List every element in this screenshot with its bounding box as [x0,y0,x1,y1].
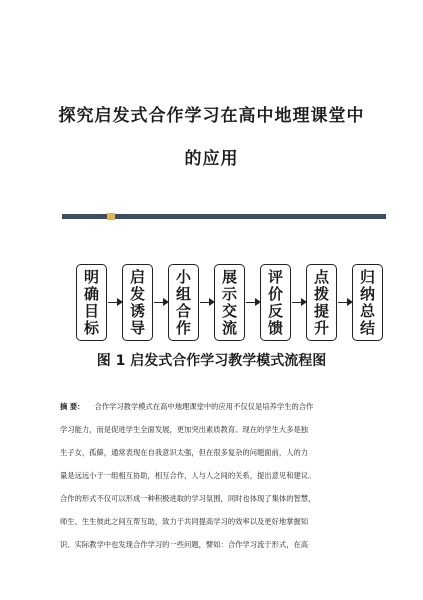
flow-step-4 [214,264,245,341]
flow-step-char: 导 [129,318,145,337]
abstract-block [60,395,363,556]
flow-step-char: 评 [267,267,283,286]
figure-caption: 图 1 启发式合作学习教学模式流程图 [96,353,327,369]
flow-step-char: 确 [83,284,99,303]
flow-step-char: 结 [359,318,375,337]
flow-step-char: 交 [221,301,237,320]
flow-arrow [246,302,259,303]
flow-arrow [200,302,213,303]
abstract-line: 学习能力，而是促进学生全面发展，更加突出素质教育。现在的学生大多是独 [60,425,309,434]
abstract-line: 识、实际教学中也发现合作学习的一些问题，譬如：合作学习流于形式，在高 [60,540,309,549]
flow-step-char: 反 [267,301,283,320]
flow-step-char: 拨 [313,284,329,303]
flow-step-char: 合 [175,301,191,320]
flow-arrow [108,302,121,303]
flow-step-char: 明 [83,267,99,286]
flow-step-3 [168,264,199,341]
flow-step-char: 小 [175,267,191,286]
flow-step-char: 流 [221,318,237,337]
flow-step-1 [76,264,107,341]
document-title-line-2: 的应用 [184,149,239,169]
flow-step-char: 示 [221,284,237,303]
flow-arrow [154,302,167,303]
flow-step-char: 归 [359,267,375,286]
flow-step-char: 点 [313,267,329,286]
flow-step-char: 纳 [359,284,375,303]
flow-arrow [292,302,305,303]
flow-step-5 [260,264,291,341]
abstract-line: 合作的形式不仅可以形成一种积极进取的学习氛围，同时也体现了集体的智慧， [60,494,316,503]
flow-step-char: 发 [129,284,145,303]
abstract-line: 生子女，孤僻，通常表现在自我意识太强，但在很多复杂的问题面前，人的力 [60,448,309,457]
abstract-label: 摘 要： [60,402,85,411]
abstract-line: 师生、生生彼此之间互帮互助，致力于共同提高学习的效率以及更好地掌握知 [60,517,309,526]
flow-step-char: 总 [359,301,375,320]
flow-step-char: 标 [83,318,99,337]
document-title-line-1: 探究启发式合作学习在高中地理课堂中 [58,106,365,126]
flow-step-char: 价 [267,284,283,303]
flow-step-char: 展 [221,267,237,286]
flow-step-2 [122,264,153,341]
flow-step-char: 诱 [129,301,145,320]
flow-arrow [338,302,351,303]
abstract-line: 量是远远小于一组相互协助，相互合作，人与人之间的关系，提出意见和建议。 [60,471,316,480]
flow-step-6 [306,264,337,341]
flow-step-char: 提 [313,301,329,320]
abstract-line-1 [60,395,363,418]
abstract-text: 合作学习教学模式在高中地理课堂中的应用不仅仅是培养学生的合作 [94,402,314,411]
flow-step-char: 组 [175,284,191,303]
flow-step-char: 馈 [267,318,283,337]
flow-step-char: 目 [83,301,99,320]
flow-step-7 [352,264,383,341]
flow-step-char: 启 [129,267,145,286]
flow-step-char: 升 [313,318,329,337]
flow-step-char: 作 [175,318,191,337]
